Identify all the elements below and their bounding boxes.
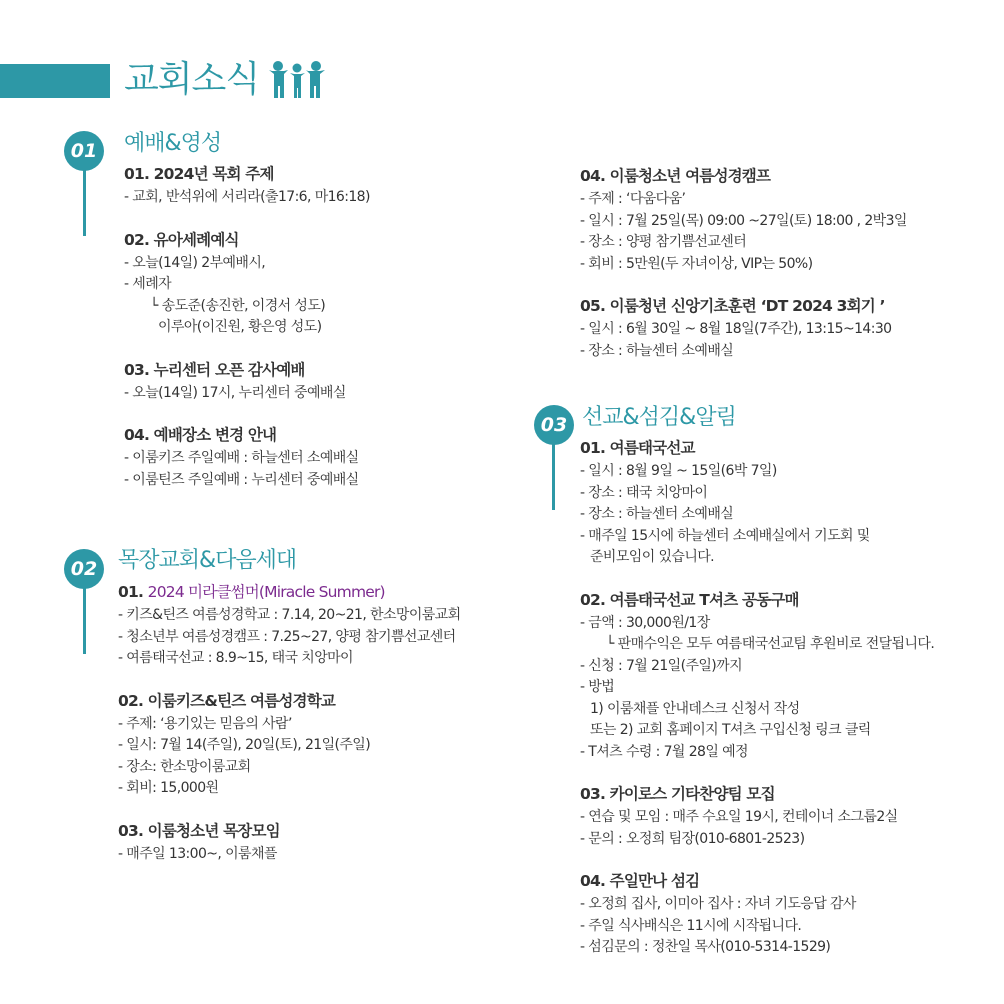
- item-title: 02. 이룸키즈&틴즈 여름성경학교: [118, 691, 336, 710]
- item-line: - 회비 : 5만원(두 자녀이상, VIP는 50%): [580, 255, 813, 272]
- item-line: - 주일 식사배식은 11시에 시작됩니다.: [580, 917, 802, 934]
- item-line: - 섬김문의 : 정찬일 목사(010-5314-1529): [580, 939, 831, 955]
- item-title: 03. 카이로스 기타찬양팀 모집: [580, 785, 775, 803]
- section-number-badge: 02: [64, 549, 104, 589]
- news-item: [580, 164, 907, 275]
- news-item: [118, 819, 461, 866]
- section-title: 목장교회&다음세대: [118, 548, 297, 573]
- item-line: - 매주일 13:00~, 이룸채플: [118, 845, 277, 862]
- item-title: 02. 유아세례예식: [124, 230, 239, 249]
- section-connector-line: [552, 444, 555, 510]
- item-line: - 오늘(14일) 17시, 누리센터 중예배실: [124, 384, 346, 401]
- item-line: - 회비: 15,000원: [118, 780, 219, 796]
- section-2-content: [118, 580, 461, 884]
- item-line: - 여름태국선교 : 8.9~15, 태국 치앙마이: [118, 650, 353, 666]
- item-line: - 세례자: [124, 276, 172, 292]
- item-line: - 이룸틴즈 주일예배 : 누리센터 중예배실: [124, 471, 359, 488]
- item-line: - 이룸키즈 주일예배 : 하늘센터 소예배실: [124, 450, 359, 466]
- item-line: - 장소 : 태국 치앙마이: [580, 484, 708, 501]
- news-item: [580, 588, 934, 764]
- item-line: 이루아(이진원, 황은영 성도): [158, 319, 322, 335]
- item-line: - 일시 : 7월 25일(목) 09:00 ~27일(토) 18:00 , 2박3일: [580, 212, 907, 229]
- item-line: - 장소 : 하늘센터 소예배실: [580, 342, 734, 359]
- item-line: - 오정희 집사, 이미아 집사 : 자녀 기도응답 감사: [580, 896, 856, 912]
- item-line: - 방법: [580, 679, 615, 695]
- news-item: [580, 869, 934, 959]
- item-line: - 장소: 한소망이룸교회: [118, 758, 251, 775]
- item-title: 01. 여름태국선교: [580, 439, 695, 457]
- section-1-content: [124, 162, 370, 510]
- item-line: 1) 이룸채플 안내데스크 신청서 작성: [590, 700, 800, 717]
- item-line: - 매주일 15시에 하늘센터 소예배실에서 기도회 및: [580, 527, 870, 544]
- item-line: - 키즈&틴즈 여름성경학교 : 7.14, 20~21, 한소망이룸교회: [118, 607, 461, 623]
- item-title: 02. 여름태국선교 T셔츠 공동구매: [580, 590, 799, 609]
- item-title: 03. 누리센터 오픈 감사예배: [124, 360, 305, 379]
- item-line: - 신청 : 7월 21일(주일)까지: [580, 657, 743, 674]
- item-line: └ 송도준(송진한, 이경서 성도): [150, 297, 326, 314]
- section-1-continued-content: [580, 164, 907, 381]
- item-line: - 일시 : 6월 30일 ~ 8월 18일(7주간), 13:15~14:30: [580, 321, 892, 337]
- item-line: - 금액 : 30,000원/1장: [580, 614, 710, 631]
- section-title: 선교&섬김&알림: [582, 405, 736, 430]
- item-line: - 연습 및 모임 : 매주 수요일 19시, 컨테이너 소그룹2실: [580, 809, 898, 825]
- section-connector-line: [83, 588, 86, 654]
- item-line: └ 판매수익은 모두 여름태국선교팀 후원비로 전달됩니다.: [606, 636, 935, 652]
- item-line: - 교회, 반석위에 서리라(출17:6, 마16:18): [124, 189, 370, 205]
- item-line: - 문의 : 오정희 팀장(010-6801-2523): [580, 830, 805, 847]
- item-line: 준비모임이 있습니다.: [590, 549, 715, 565]
- item-title: 04. 주일만나 섬김: [580, 872, 700, 890]
- highlight-title: 2024 미라클썸머(Miracle Summer): [147, 583, 385, 601]
- section-number-badge: 03: [534, 405, 574, 445]
- item-line: - 청소년부 여름성경캠프 : 7.25~27, 양평 참기쁨선교센터: [118, 628, 456, 645]
- news-item: [580, 436, 934, 569]
- item-title-number: 01.: [118, 583, 148, 601]
- item-line: - 주제 : ‘다움다움’: [580, 191, 686, 207]
- item-title: 04. 이룸청소년 여름성경캠프: [580, 167, 771, 185]
- item-title: 01. 2024년 목회 주제: [124, 165, 274, 183]
- item-title: 05. 이룸청년 신앙기초훈련 ‘DT 2024 3회기 ’: [580, 297, 885, 315]
- news-item: [118, 580, 461, 670]
- news-item: [124, 423, 370, 491]
- people-icon: [268, 60, 326, 100]
- item-line: 또는 2) 교회 홈페이지 T셔츠 구입신청 링크 클릭: [590, 722, 871, 738]
- item-title: 03. 이룸청소년 목장모임: [118, 821, 280, 840]
- item-title: 04. 예배장소 변경 안내: [124, 426, 277, 444]
- page-title: 교회소식: [124, 59, 260, 100]
- news-item: [124, 228, 370, 339]
- item-line: - 장소 : 하늘센터 소예배실: [580, 506, 734, 522]
- item-line: - 주제: ‘용기있는 믿음의 사람’: [118, 715, 292, 732]
- news-item: [118, 689, 461, 800]
- section-number-badge: 01: [64, 131, 104, 171]
- header-accent-bar: [0, 64, 110, 98]
- item-line: - T셔츠 수령 : 7월 28일 예정: [580, 743, 748, 760]
- news-item: [580, 294, 907, 362]
- section-connector-line: [83, 170, 86, 236]
- item-line: - 일시: 7월 14(주일), 20일(토), 21일(주일): [118, 737, 371, 753]
- item-line: - 오늘(14일) 2부예배시,: [124, 254, 266, 271]
- news-item: [580, 782, 934, 850]
- news-item: [124, 162, 370, 209]
- section-title: 예배&영성: [124, 131, 222, 156]
- item-line: - 장소 : 양평 참기쁨선교센터: [580, 234, 747, 250]
- item-title: [118, 580, 461, 604]
- news-item: [124, 358, 370, 405]
- section-3-content: [580, 436, 934, 978]
- item-line: - 일시 : 8월 9일 ~ 15일(6박 7일): [580, 463, 777, 479]
